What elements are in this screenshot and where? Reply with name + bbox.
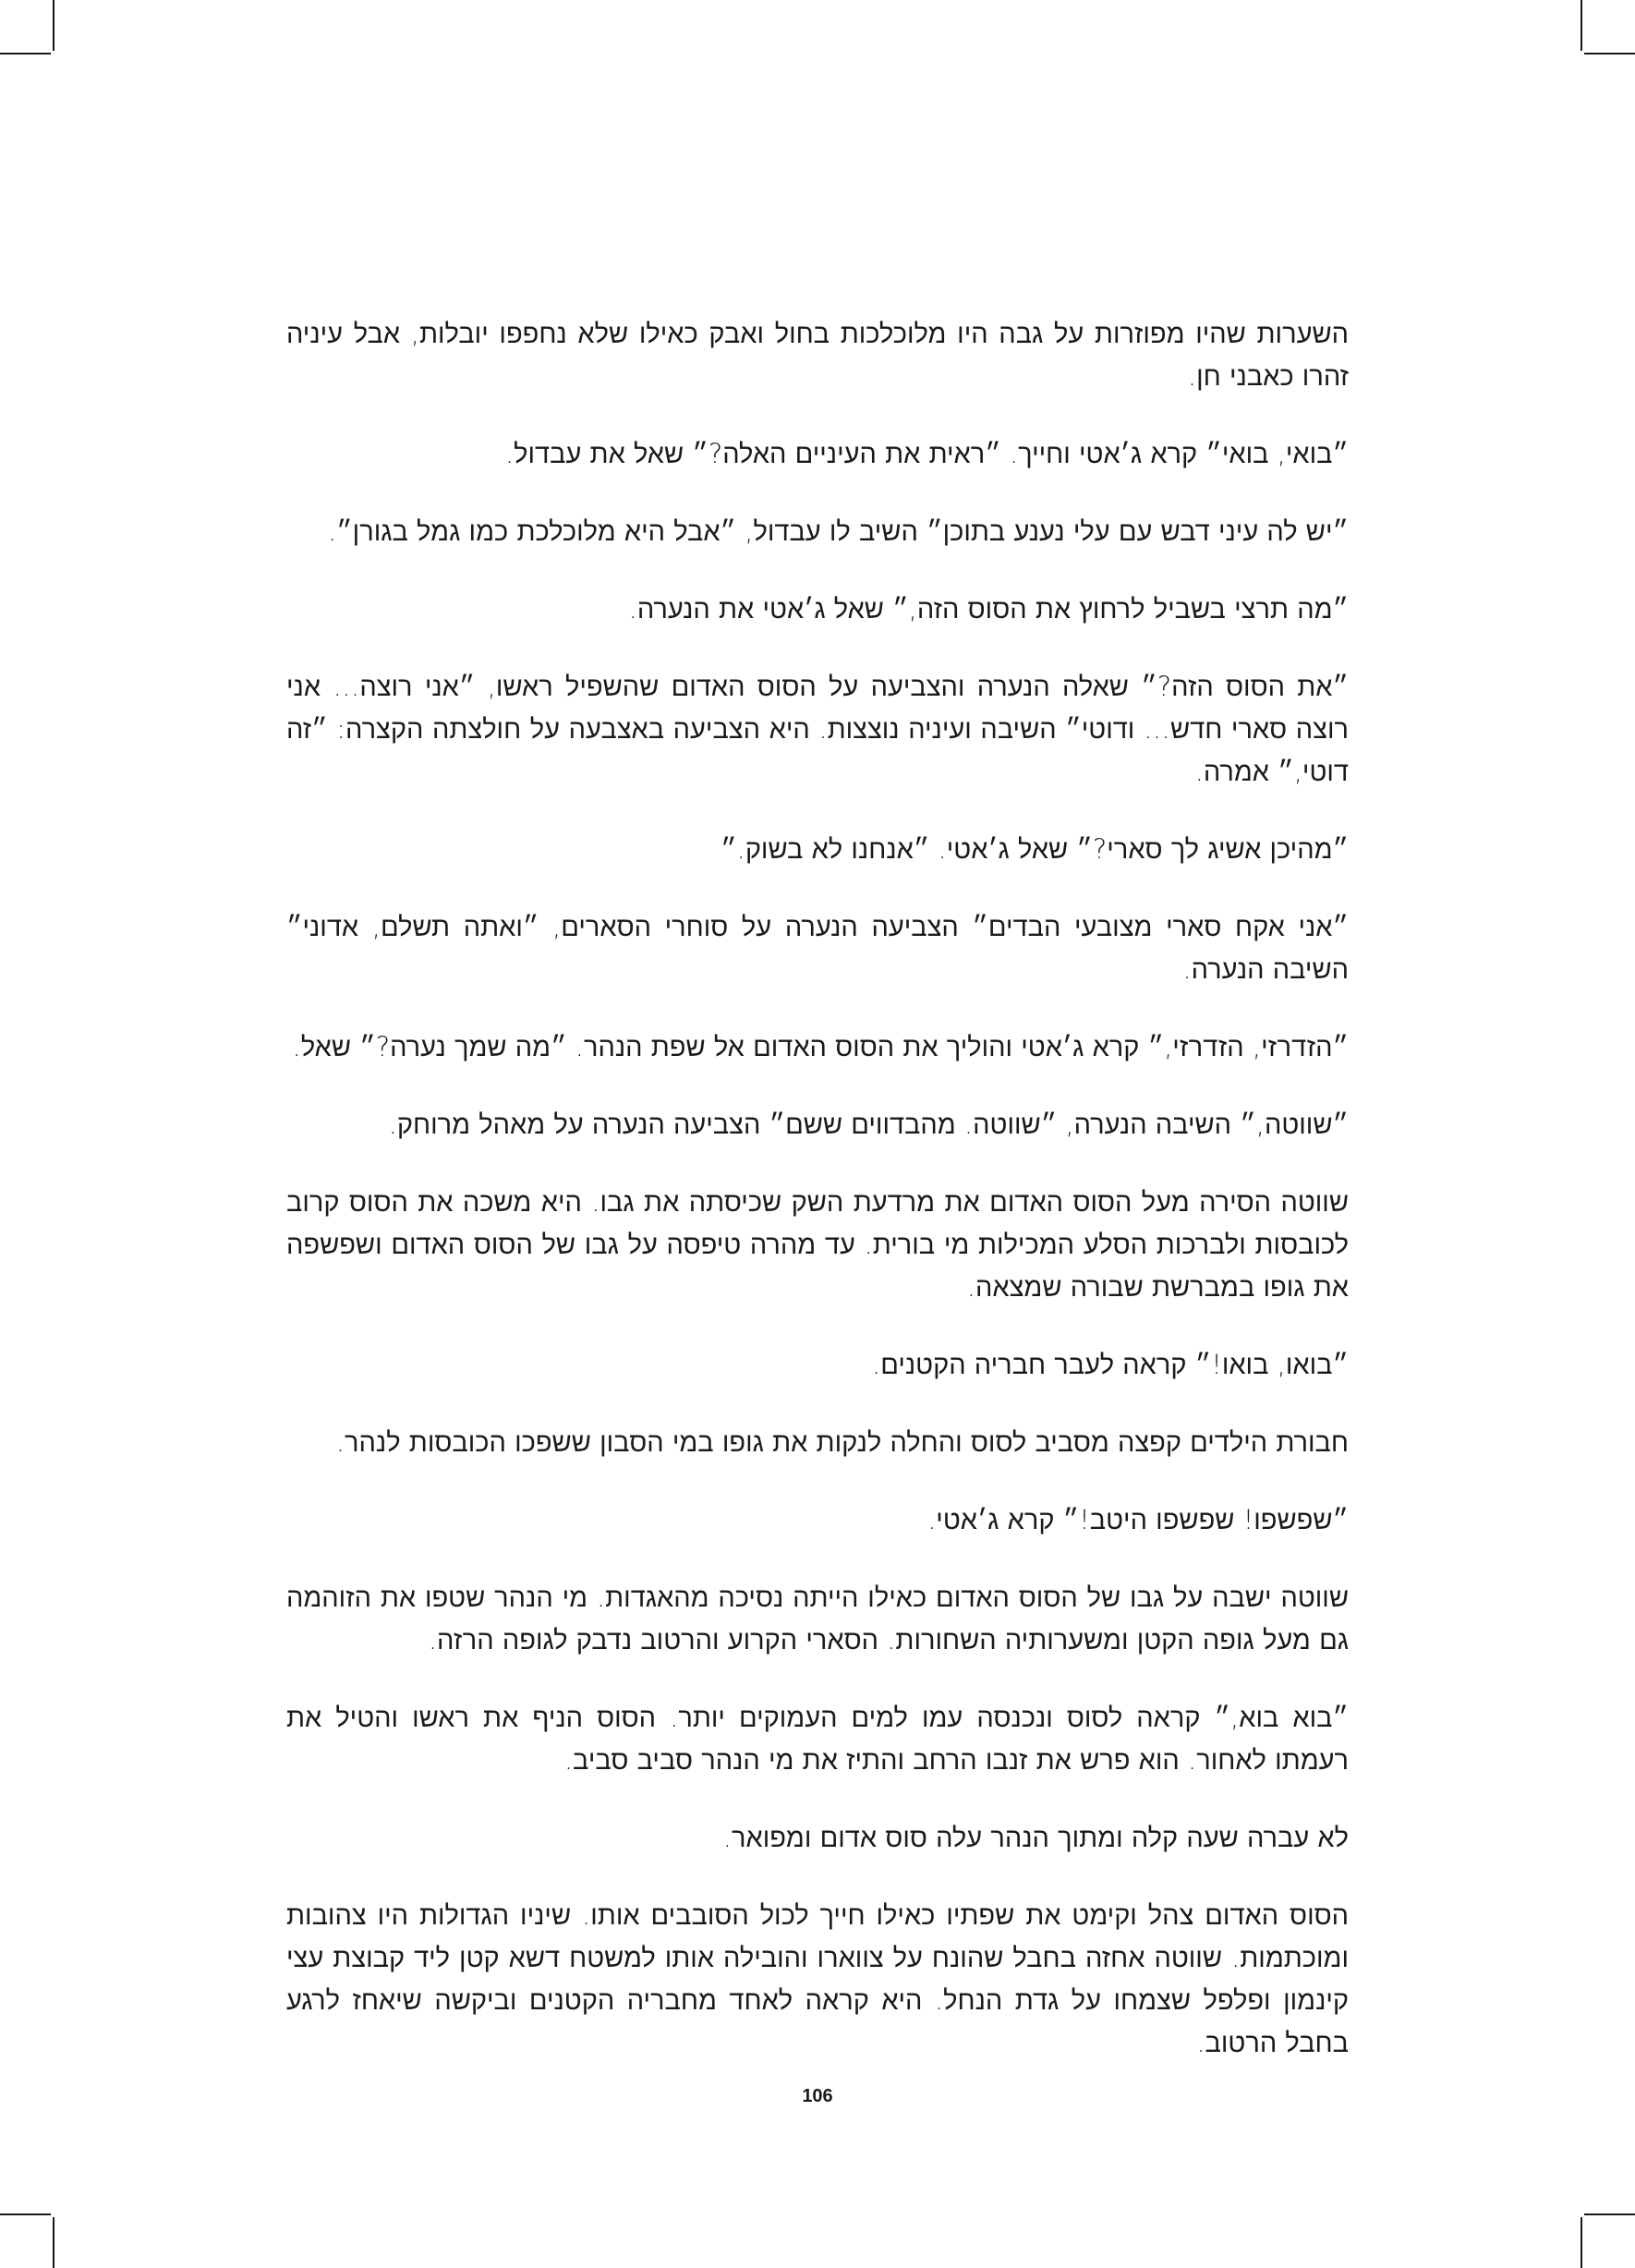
paragraph: ״בואי, בואי״ קרא ג׳אטי וחייך. ״ראית את העיניים האלה?״ שאל את עבדול. [504, 438, 1349, 469]
paragraph: ״אני אקח סארי מצובעי הבדים״ הצביעה הנערה על סוחרי הסארים, ״ואתה תשלם, אדוני״ השיבה הנערה. [286, 911, 1349, 985]
crop-mark-top-right-vertical [1580, 0, 1582, 51]
crop-mark-top-right-horizontal [1584, 53, 1635, 55]
paragraph: לא עברה שעה קלה ומתוך הנהר עלה סוס אדום ומפואר. [722, 1822, 1349, 1853]
paragraph: ״שפשפו! שפשפו היטב!״ קרא ג׳אטי. [927, 1504, 1349, 1535]
crop-mark-bottom-right-horizontal [1584, 2213, 1635, 2215]
paragraph: הסוס האדום צהל וקימט את שפתיו כאילו חייך לכול הסובבים אותו. שיניו הגדולות היו צהובות ומוכתמות. שווטה אחזה בחבל שהונח על צווארו והובילה אותו למשטח דשא קטן ליד קבוצת עצי קינמון ופלפל שצמחו על גדת הנחל. היא קראה לאחד מחבריה הקטנים וביקשה שיאחז לרגע בחבל הרטוב. [286, 1899, 1349, 2058]
paragraph: שווטה הסירה מעל הסוס האדום את מרדעת השק שכיסתה את גבו. היא משכה את הסוס קרוב לכובסות ולברכות הסלע המכילות מי בורית. עד מהרה טיפסה על גבו של הסוס האדום ושפשפה את גופו במברשת שבורה שמצאה. [286, 1186, 1349, 1303]
crop-mark-top-left-vertical [53, 0, 54, 51]
paragraph: ״שווטה,״ השיבה הנערה, ״שווטה. מהבדווים ששם״ הצביעה הנערה על מאהל מרוחק. [388, 1109, 1349, 1140]
page-body [286, 312, 1349, 2099]
paragraph: ״בואו, בואו!״ קראה לעבר חבריה הקטנים. [872, 1349, 1349, 1380]
paragraph: ״מהיכן אשיג לך סארי?״ שאל ג׳אטי. ״אנחנו לא בשוק.״ [721, 833, 1349, 865]
paragraph: השערות שהיו מפוזרות על גבה היו מלוכלכות בחול ואבק כאילו שלא נחפפו יובלות, אבל עיניה זהרו כאבני חן. [286, 318, 1349, 392]
paragraph: שווטה ישבה על גבו של הסוס האדום כאילו הייתה נסיכה מהאגדות. מי הנהר שטפו את הזוהמה גם מעל גופה הקטן ומשערותיה השחורות. הסארי הקרוע והרטוב נדבק לגופה הרזה. [286, 1582, 1349, 1656]
paragraph: ״הזדרזי, הזדרזי,״ קרא ג׳אטי והוליך את הסוס האדום אל שפת הנהר. ״מה שמך נערה?״ שאל. [292, 1031, 1349, 1062]
paragraph: ״את הסוס הזה?״ שאלה הנערה והצביעה על הסוס האדום שהשפיל ראשו, ״אני רוצה… אני רוצה סארי חדש… ודוטי״ השיבה ועיניה נוצצות. היא הצביעה באצבעה על חולצתה הקצרה: ״זה דוטי,״ אמרה. [286, 671, 1349, 787]
crop-mark-bottom-left-vertical [53, 2217, 54, 2268]
crop-mark-bottom-left-horizontal [0, 2213, 51, 2215]
page-number: 106 [802, 2086, 833, 2106]
paragraph: חבורת הילדים קפצה מסביב לסוס והחלה לנקות את גופו במי הסבון ששפכו הכובסות לנהר. [335, 1426, 1349, 1458]
paragraph: ״מה תרצי בשביל לרחוץ את הסוס הזה,״ שאל ג׳אטי את הנערה. [628, 593, 1349, 625]
crop-mark-bottom-right-vertical [1580, 2217, 1582, 2268]
paragraph: ״בוא בוא,״ קראה לסוס ונכנסה עמו למים העמוקים יותר. הסוס הניף את ראשו והטיל את רעמתו לאחור. הוא פרש את זנבו הרחב והתיז את מי הנהר סביב סביב. [286, 1702, 1349, 1776]
crop-mark-top-left-horizontal [0, 53, 51, 55]
paragraph: ״יש לה עיני דבש עם עלי נענע בתוכן״ השיב לו עבדול, ״אבל היא מלוכלכת כמו גמל בגורן״. [327, 515, 1349, 547]
